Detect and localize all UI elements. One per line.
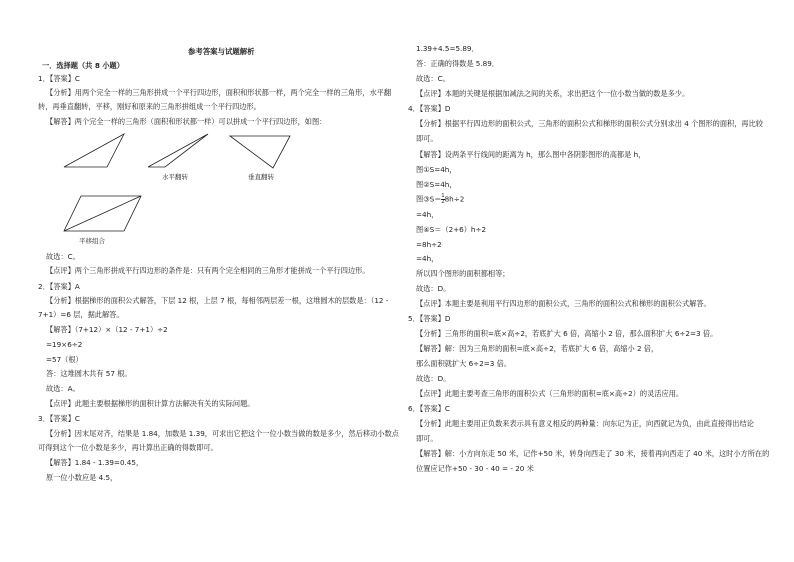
- q4-analysis-line-2: 即可。: [416, 134, 438, 143]
- q6-solution-line-2: 位置应记作+50 - 30 - 40 = - 20 米: [416, 464, 534, 473]
- q4-conclusion: 故选：D。: [416, 284, 451, 293]
- fraction-numerator: 1: [441, 193, 445, 199]
- caption-translate-combine: 平移组合: [79, 237, 105, 245]
- q4-figure-4-result: =4h，: [416, 254, 439, 263]
- q6-answer: 6．【答案】C: [408, 404, 450, 413]
- triangle-horizontal-flip: [148, 134, 208, 167]
- q2-answer: 2．【答案】A: [38, 282, 80, 291]
- q3-answer: 3．【答案】C: [38, 414, 80, 423]
- q4-figure-3-suffix: 8h÷2: [444, 194, 465, 204]
- q3-cont-line-1: 1.39+4.5=5.89．: [416, 44, 479, 53]
- q2-solution-line-1: 【解答】（7+12）×（12 - 7+1）÷2: [46, 325, 168, 334]
- q3-solution-line-2: 原一位小数应是 4.5，: [46, 473, 118, 482]
- q3-comment: 【点评】本题的关键是根据加减法之间的关系，求出把这个一位小数当做的数是多少。: [416, 89, 690, 98]
- q4-figure-4-area: 图④S＝（2+6）h÷2: [416, 225, 487, 234]
- q2-analysis-line-1: 【分析】根据梯形的面积公式解答，下层 12 根，上层 7 根，每相邻两层差一根，这堆圆木的层数是：（12 -: [46, 296, 389, 305]
- q4-comment: 【点评】本题主要是利用平行四边形的面积公式，三角形的面积公式和梯形的面积公式解答。: [416, 299, 711, 308]
- q6-analysis-line-1: 【分析】此题主要用正负数来表示具有意义相反的两种量：向东记为正，向西就记为负，由此直接得出结论: [416, 419, 754, 428]
- q2-solution-line-2: =19×6÷2: [46, 340, 83, 349]
- q2-solution-line-3: =57（根）: [46, 355, 83, 364]
- caption-vertical-flip: 垂直翻转: [248, 173, 274, 181]
- section-heading: 一．选择题（共 8 小题）: [42, 61, 124, 70]
- triangle-vertical-flip: [230, 136, 290, 168]
- q4-solution: 【解答】设两条平行线间的距离为 h，那么图中各阴影图形的高都是 h，: [416, 150, 646, 159]
- q5-analysis: 【分析】三角形的面积=底×高÷2，若底扩大 6 倍，高缩小 2 倍，那么面积扩大 6÷2=3 倍。: [416, 329, 718, 338]
- q3-analysis-line-2: 可得到这个一位小数是多少，再计算出正确的得数即可。: [38, 443, 218, 452]
- q5-answer: 5．【答案】D: [408, 314, 451, 323]
- q4-figure-1-area: 图①S=4h，: [416, 165, 457, 174]
- q1-comment: 【点评】两个三角形拼成平行四边形的条件是：只有两个完全相同的三角形才能拼成一个平行四边形。: [46, 266, 370, 275]
- q2-solution-line-5: 故选：A。: [46, 384, 80, 393]
- q4-figure-3-area: [416, 194, 464, 205]
- q4-answer: 4．【答案】D: [408, 104, 451, 113]
- q3-cont-line-2: 答：正确的得数是 5.89．: [416, 59, 499, 68]
- q1-answer: 1．【答案】C: [38, 74, 80, 83]
- q5-conclusion: 故选：D。: [416, 374, 451, 383]
- caption-horizontal-flip: 水平翻转: [162, 173, 188, 181]
- q6-solution-line-1: 【解答】解：小方向东走 50 米，记作+50 米，转身向西走了 30 米，接着再向西走了 40 米，这时小方所在的: [416, 449, 770, 458]
- q1-conclusion: 故选：C。: [46, 252, 80, 261]
- q4-figure-3-prefix: 图③S＝: [416, 194, 442, 204]
- q5-solution-line-1: 【解答】解：因为三角形的面积=底×高÷2，若底扩大 6 倍，高缩小 2 倍，: [416, 344, 659, 353]
- q4-figure-3-result: =4h，: [416, 210, 439, 219]
- q4-figure-2-area: 图②S=4h，: [416, 180, 457, 189]
- fraction-denominator: 2: [441, 199, 445, 205]
- q2-comment: 【点评】此题主要根据梯形的面积计算方法解决有关的实际问题。: [46, 399, 255, 408]
- q2-solution-line-4: 答：这堆圆木共有 57 根。: [46, 369, 132, 378]
- q4-figure-4-step: =8h÷2: [416, 240, 442, 249]
- q3-solution-line-1: 【解答】1.84 - 1.39=0.45，: [46, 458, 144, 467]
- parallelogram-diagonal: [64, 196, 141, 231]
- page-title: 参考答案与试题解析: [188, 47, 255, 56]
- triangle-original: [64, 134, 124, 167]
- q3-cont-line-3: 故选：C。: [416, 74, 450, 83]
- q2-analysis-line-2: 7+1）=6 层，据此解答。: [38, 310, 124, 319]
- q4-analysis-line-1: 【分析】根据平行四边形的面积公式，三角形的面积公式和梯形的面积公式分别求出 4 个图形的面积，再比较: [416, 119, 763, 128]
- q1-analysis-line-1: 【分析】用两个完全一样的三角形拼成一个平行四边形，面积和形状都一样，两个完全一样的三角形，水平翻: [46, 88, 392, 97]
- q3-analysis-line-1: 【分析】因末尾对齐，结果是 1.84，加数是 1.39，可求出它把这个一位小数当做的数是多少，然后移动小数点: [46, 429, 399, 438]
- q1-solution: 【解答】两个完全一样的三角形（面积和形状都一样）可以拼成一个平行四边形，如图：: [46, 117, 327, 126]
- q6-analysis-line-2: 即可。: [416, 434, 438, 443]
- q1-analysis-line-2: 转，再垂直翻转，平移，刚好和原来的三角形拼组成一个平行四边形。: [38, 102, 261, 111]
- q5-comment: 【点评】此题主要考查三角形的面积公式（三角形的面积=底×高÷2）的灵活应用。: [416, 389, 684, 398]
- q4-summary: 所以四个图形的面积都相等；: [416, 269, 510, 278]
- q5-solution-line-2: 那么面积就扩大 6÷2=3 倍。: [416, 359, 512, 368]
- q1-triangle-figure: [38, 0, 388, 260]
